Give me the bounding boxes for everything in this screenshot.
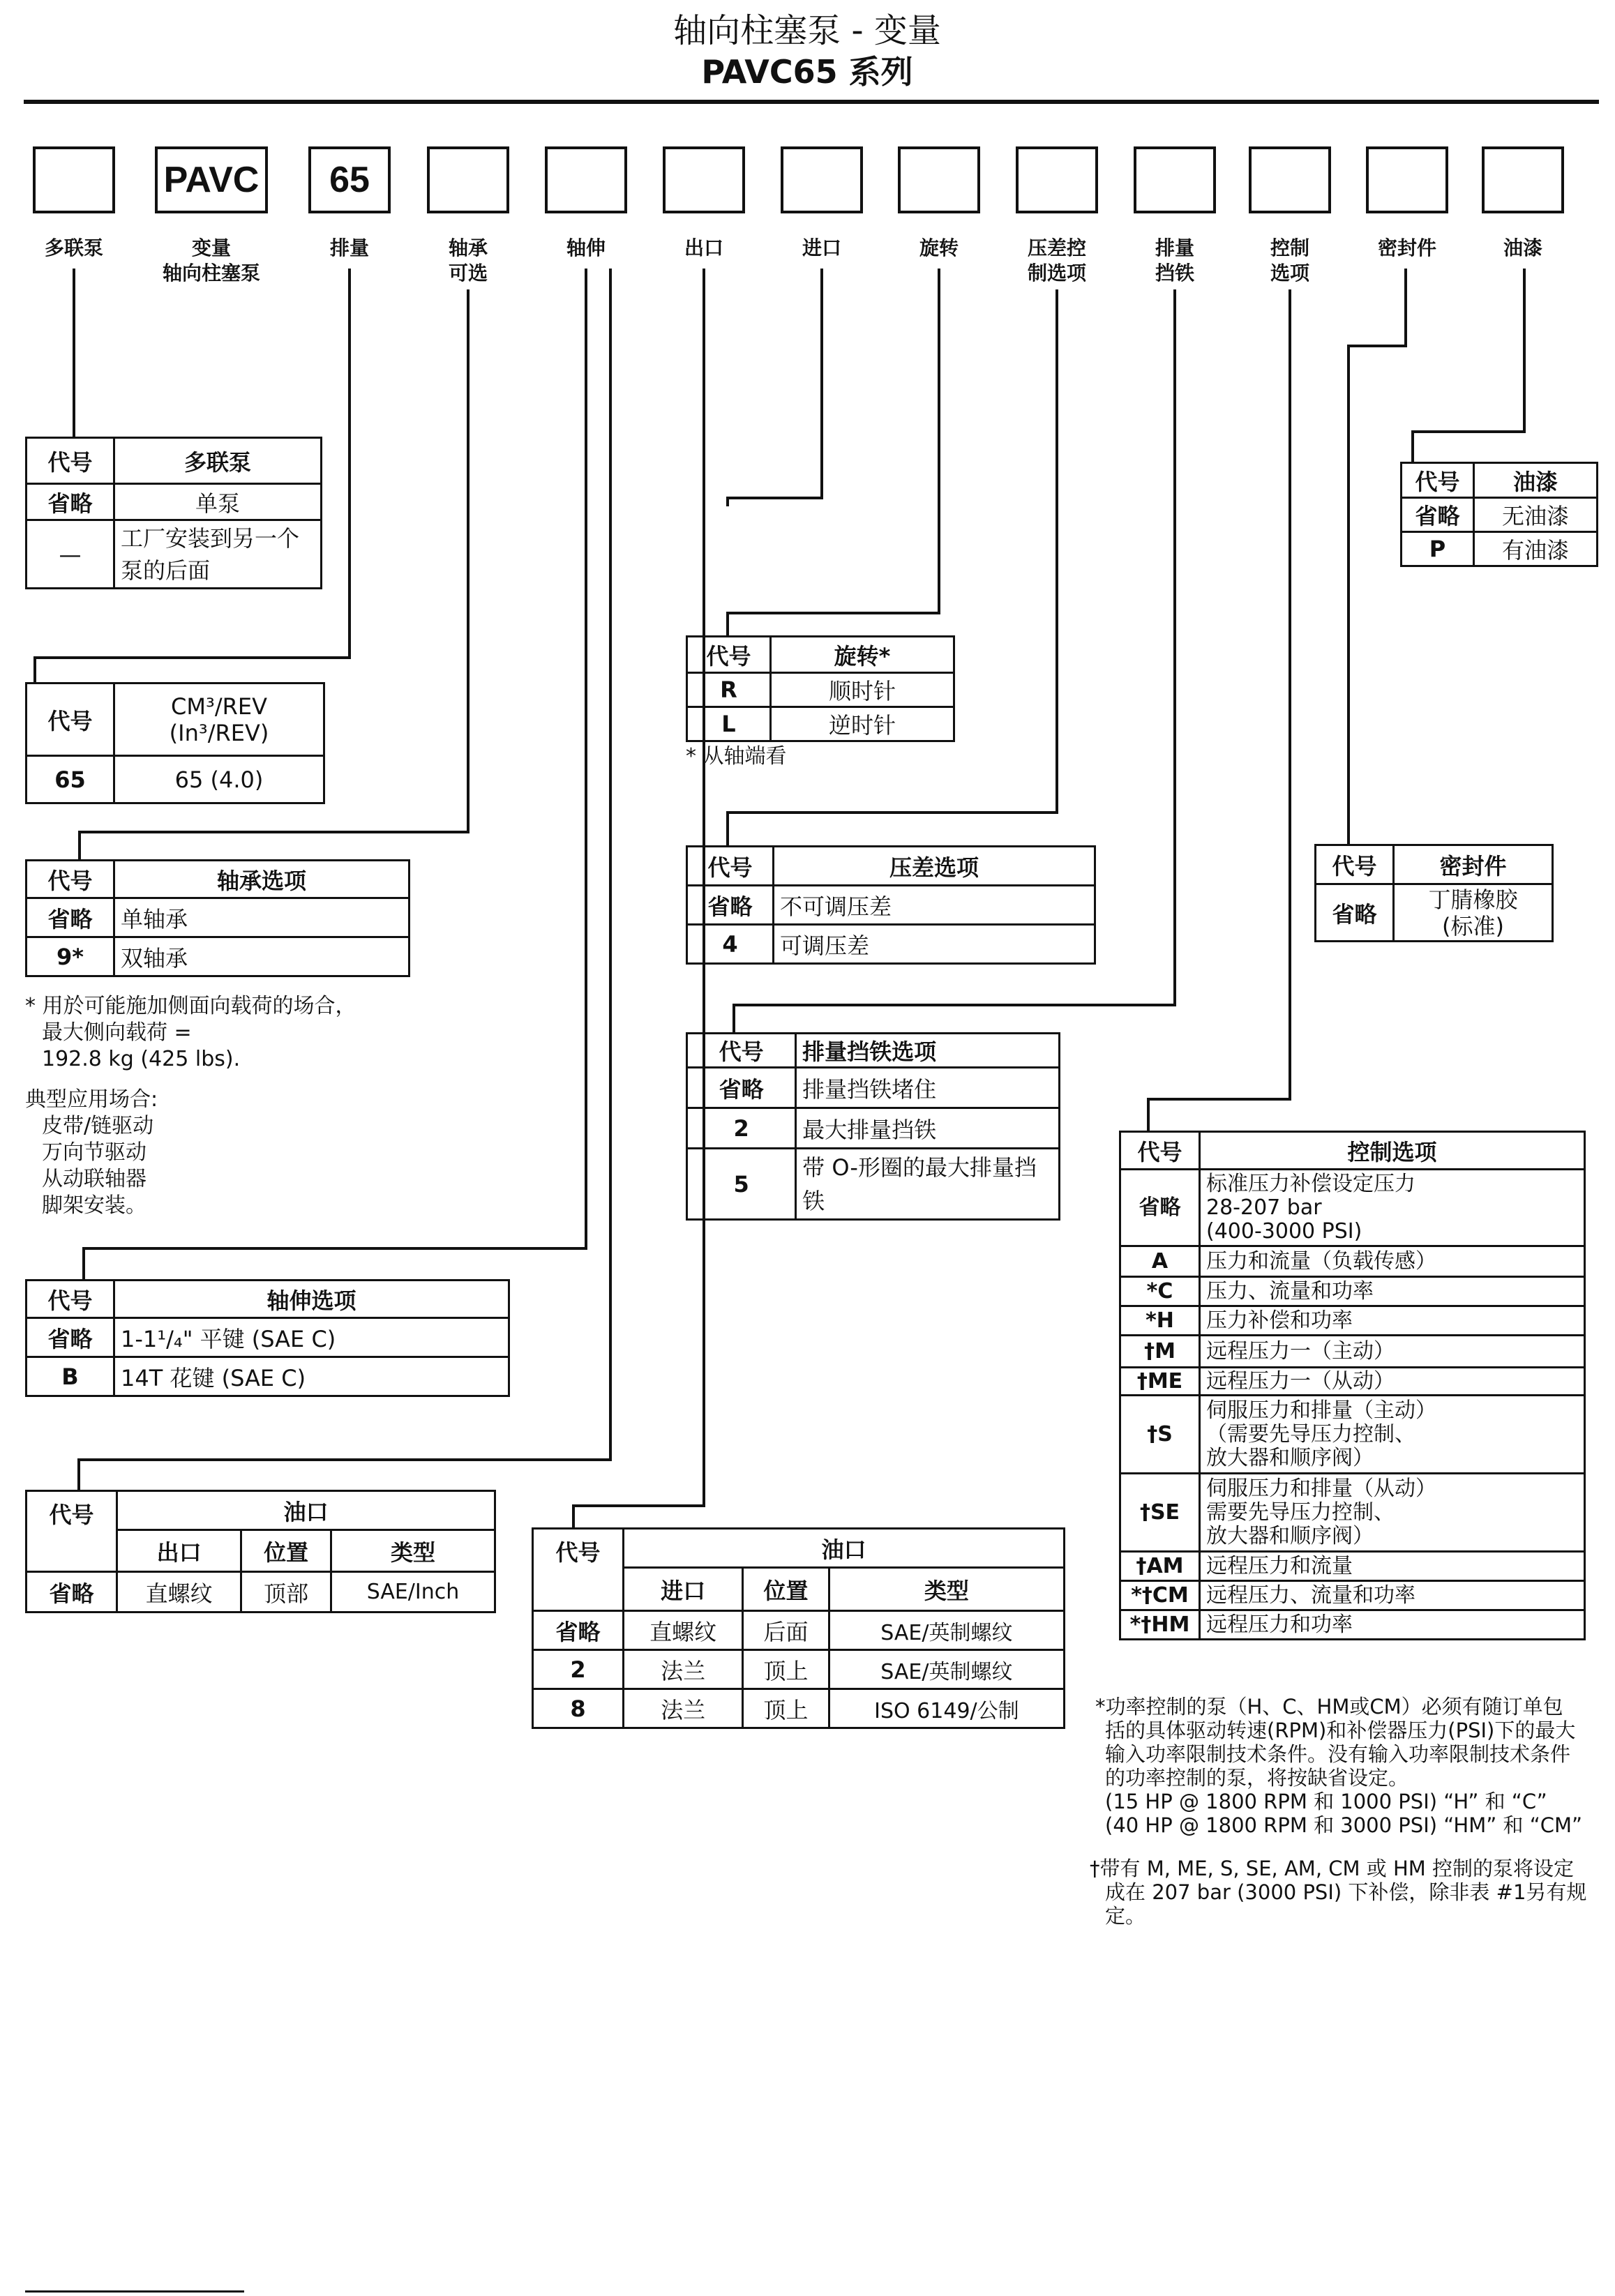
rotation-table: 代号 旋转* R 顺时针 L 逆时针 xyxy=(686,635,955,742)
control-note-dagger: †带有 M, ME, S, SE, AM, CM 或 HM 控制的泵将设定 成在 207 bar (3000 PSI) 下补偿，除非表 #1另有规 定。 xyxy=(1090,1857,1587,1928)
control-note-star: *功率控制的泵（H、C、HM或CM）必须有随订单包 括的具体驱动转速(RPM)和补偿器压力(PSI)下的最大 输入功率限制技术条件。没有输入功率限制技术条件 的功率控制的泵，将按缺省设定。 (15 HP @ 1800 RPM 和 1000 PSI) “H” 和 “C” (40 HP @ 1800 RPM 和 3000 PSI) “HM” 和 “CM” xyxy=(1095,1695,1583,1837)
box-label-seal: 密封件 xyxy=(1377,236,1437,259)
table-row: A 压力和流量（负载传感） xyxy=(1120,1246,1585,1277)
table-row: 省略 单轴承 xyxy=(27,898,410,937)
code-box-bearing xyxy=(427,146,509,213)
shaft-table: 代号 轴伸选项 省略 1-1¹/₄" 平键 (SAE C) B 14T 花键 (SAE C) xyxy=(25,1279,510,1397)
footer-rule xyxy=(25,2290,244,2293)
box-label-bearing: 轴承 可选 xyxy=(448,236,488,285)
table-row: 省略 丁腈橡胶 (标准) xyxy=(1316,884,1553,942)
code-box-multi-pump xyxy=(33,146,115,213)
box-label-pavc: 变量 轴向柱塞泵 xyxy=(162,236,261,285)
box-label-shaft: 轴伸 xyxy=(566,236,606,259)
table-row: *†HM 远程压力和功率 xyxy=(1120,1610,1585,1640)
rotation-note: * 从轴端看 xyxy=(686,744,787,769)
inlet-table: 代号 油口 进口 位置 类型 省略 直螺纹 后面 SAE/英制螺纹 2 法兰 顶上 SAE/英制螺纹 8 法兰 顶上 ISO 6149/公制 xyxy=(532,1527,1065,1729)
box-label-inlet: 进口 xyxy=(802,236,842,259)
table-row: 9* 双轴承 xyxy=(27,937,410,976)
table-row: †AM 远程压力和流量 xyxy=(1120,1552,1585,1581)
code-box-pavc: PAVC xyxy=(155,146,268,213)
table-row: 4 可调压差 xyxy=(687,925,1095,964)
page-subtitle: PAVC65 系列 xyxy=(701,53,913,91)
box-label-paint: 油漆 xyxy=(1503,236,1543,259)
table-row: 2 最大排量挡铁 xyxy=(687,1108,1060,1149)
diff-pressure-table: 代号 压差选项 省略 不可调压差 4 可调压差 xyxy=(686,845,1096,965)
header-rule xyxy=(24,100,1599,104)
box-label-control: 控制 选项 xyxy=(1270,236,1310,285)
table-row: 省略 无油漆 xyxy=(1402,498,1598,532)
bearing-note: * 用於可能施加侧面向载荷的场合， 最大侧向载荷 = 192.8 kg (425 lbs). xyxy=(25,994,356,1071)
box-label-outlet: 出口 xyxy=(684,236,724,259)
table-row: 省略 单泵 xyxy=(27,484,322,520)
table-row: 省略 直螺纹 顶部 SAE/Inch xyxy=(27,1572,495,1613)
table-row: †M 远程压力一（主动） xyxy=(1120,1336,1585,1368)
table-row: †SE 伺服压力和排量（从动） 需要先导压力控制、 放大器和顺序阀） xyxy=(1120,1474,1585,1552)
box-label-multi-pump: 多联泵 xyxy=(44,236,104,259)
table-row: †S 伺服压力和排量（主动） （需要先导压力控制、 放大器和顺序阀） xyxy=(1120,1396,1585,1474)
table-row: 8 法兰 顶上 ISO 6149/公制 xyxy=(533,1689,1065,1728)
displacement-table: 代号 CM³/REV (In³/REV) 65 65 (4.0) xyxy=(25,682,325,804)
code-box-control xyxy=(1249,146,1331,213)
code-box-stop xyxy=(1134,146,1216,213)
paint-table: 代号 油漆 省略 无油漆 P 有油漆 xyxy=(1400,462,1598,567)
table-row: 省略 排量挡铁堵住 xyxy=(687,1068,1060,1108)
table-row: — 工厂安装到另一个泵的后面 xyxy=(27,520,322,589)
table-row: 省略 直螺纹 后面 SAE/英制螺纹 xyxy=(533,1611,1065,1650)
table-row: †ME 远程压力一（从动） xyxy=(1120,1368,1585,1396)
table-row: P 有油漆 xyxy=(1402,532,1598,566)
table-row: 省略 标准压力补偿设定压力 28-207 bar (400-3000 PSI) xyxy=(1120,1170,1585,1246)
table-row: 省略 1-1¹/₄" 平键 (SAE C) xyxy=(27,1318,509,1357)
code-box-shaft xyxy=(545,146,627,213)
box-label-displacement: 排量 xyxy=(329,236,370,259)
outlet-table: 代号 油口 出口 位置 类型 省略 直螺纹 顶部 SAE/Inch xyxy=(25,1490,496,1613)
table-row: 2 法兰 顶上 SAE/英制螺纹 xyxy=(533,1650,1065,1689)
code-box-paint xyxy=(1482,146,1564,213)
stop-table: 代号 排量挡铁选项 省略 排量挡铁堵住 2 最大排量挡铁 5 带 O-形圈的最大排量挡铁 xyxy=(686,1032,1060,1221)
box-label-rotation: 旋转 xyxy=(919,236,959,259)
code-box-diff-pressure xyxy=(1016,146,1098,213)
code-box-inlet xyxy=(781,146,863,213)
table-row: *H 压力补偿和功率 xyxy=(1120,1306,1585,1336)
table-row: *†CM 远程压力、流量和功率 xyxy=(1120,1581,1585,1610)
table-row: 5 带 O-形圈的最大排量挡铁 xyxy=(687,1149,1060,1220)
bearing-table: 代号 轴承选项 省略 单轴承 9* 双轴承 xyxy=(25,859,410,977)
table-head: 多联泵 xyxy=(114,438,322,484)
table-row: R 顺时针 xyxy=(687,673,954,707)
box-label-diff-pressure: 压差控 制选项 xyxy=(1027,236,1087,285)
seal-table: 代号 密封件 省略 丁腈橡胶 (标准) xyxy=(1314,844,1554,942)
code-box-rotation xyxy=(898,146,980,213)
table-row: *C 压力、流量和功率 xyxy=(1120,1277,1585,1306)
page-title-block xyxy=(673,10,941,92)
table-row: L 逆时针 xyxy=(687,707,954,741)
box-label-stop: 排量 挡铁 xyxy=(1155,236,1195,285)
table-row: B 14T 花键 (SAE C) xyxy=(27,1357,509,1396)
page-title: 轴向柱塞泵 - 变量 xyxy=(673,11,941,50)
table-row: 65 65 (4.0) xyxy=(27,756,324,803)
code-box-displacement: 65 xyxy=(308,146,391,213)
table-row: 省略 不可调压差 xyxy=(687,886,1095,925)
table-head: 代号 xyxy=(27,438,114,484)
code-box-outlet xyxy=(663,146,745,213)
typical-applications: 典型应用场合: 皮带/链驱动 万向节驱动 从动联轴器 脚架安装。 xyxy=(25,1087,158,1218)
multi-pump-table xyxy=(25,437,322,589)
control-table: 代号 控制选项 省略 标准压力补偿设定压力 28-207 bar (400-3000 PSI) A 压力和流量（负载传感） *C 压力、流量和功率 *H 压力补偿和功率 †M 远程压力一（主动） †ME 远程压力一（从动） †S 伺服压力和排量（主动） （需要先导压力控制、 放大器和顺序阀） †SE 伺服压力和排量（从动） 需要先导压力控制、 放大器和顺序阀） †AM 远程压力和流量 *†CM 远程压力、流量和功率 *†HM 远程压力和功率 xyxy=(1119,1131,1586,1640)
code-box-seal xyxy=(1366,146,1448,213)
